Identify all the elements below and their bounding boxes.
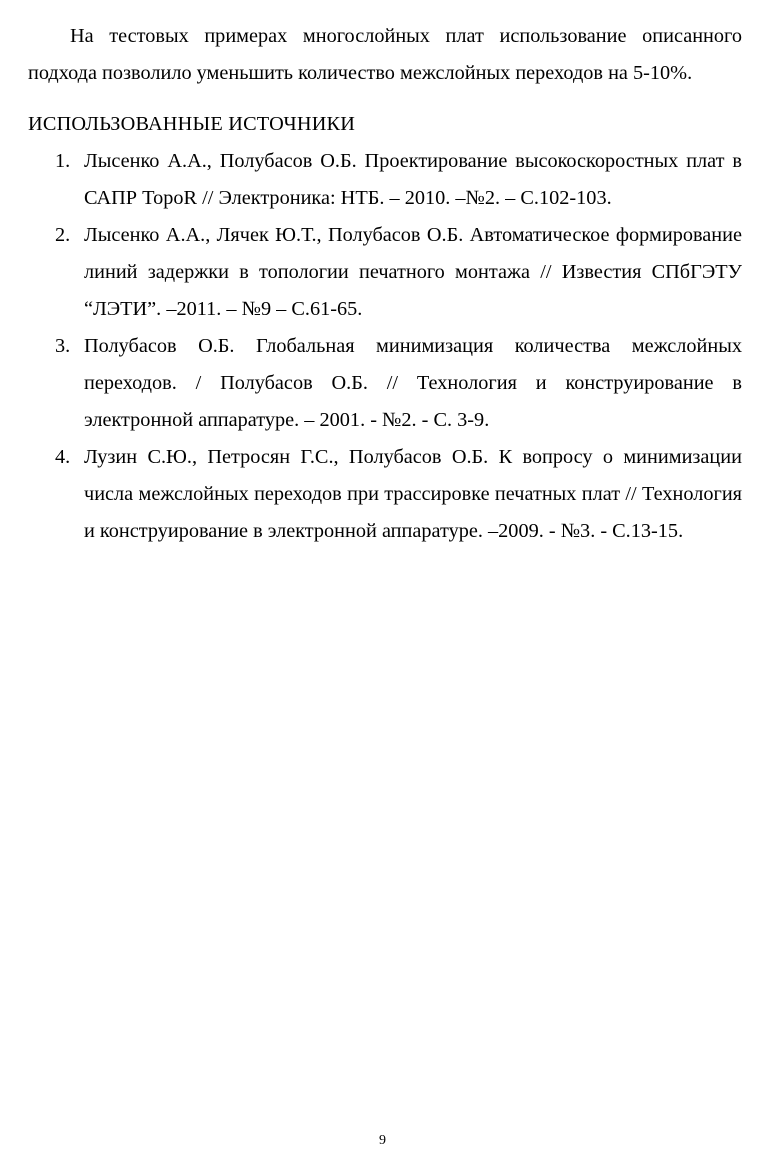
- reference-number: 2.: [55, 224, 71, 246]
- reference-item: [0, 217, 742, 328]
- reference-text: Лысенко А.А., Полубасов О.Б. Проектирование высокоскоростных плат в САПР TopoR // Электроника: НТБ. – 2010. –№2. – С.102-103.: [84, 150, 742, 209]
- reference-text: Лысенко А.А., Лячек Ю.Т., Полубасов О.Б. Автоматическое формирование линий задержки в топологии печатного монтажа // Известия СПбГЭТУ “ЛЭТИ”. –2011. – №9 – С.61-65.: [84, 224, 742, 320]
- reference-item: [0, 328, 742, 439]
- reference-number: 3.: [55, 335, 71, 357]
- reference-number: 1.: [55, 150, 71, 172]
- reference-number: 4.: [55, 446, 71, 468]
- reference-item: [0, 143, 742, 217]
- reference-text: Полубасов О.Б. Глобальная минимизация количества межслойных переходов. / Полубасов О.Б. // Технология и конструирование в электронной аппаратуре. – 2001. - №2. - С. 3-9.: [84, 335, 742, 431]
- reference-item: [0, 439, 742, 550]
- references-heading: ИСПОЛЬЗОВАННЫЕ ИСТОЧНИКИ: [28, 113, 356, 135]
- page-number: 9: [379, 1133, 386, 1148]
- reference-text: Лузин С.Ю., Петросян Г.С., Полубасов О.Б. К вопросу о минимизации числа межслойных переходов при трассировке печатных плат // Технология и конструирование в электронной аппаратуре. –2009. - №3. - С.13-15.: [84, 446, 742, 542]
- references-list: [0, 143, 765, 550]
- intro-paragraph: На тестовых примерах многослойных плат использование описанного подхода позволило уменьшить количество межслойных переходов на 5-10%.: [28, 25, 742, 84]
